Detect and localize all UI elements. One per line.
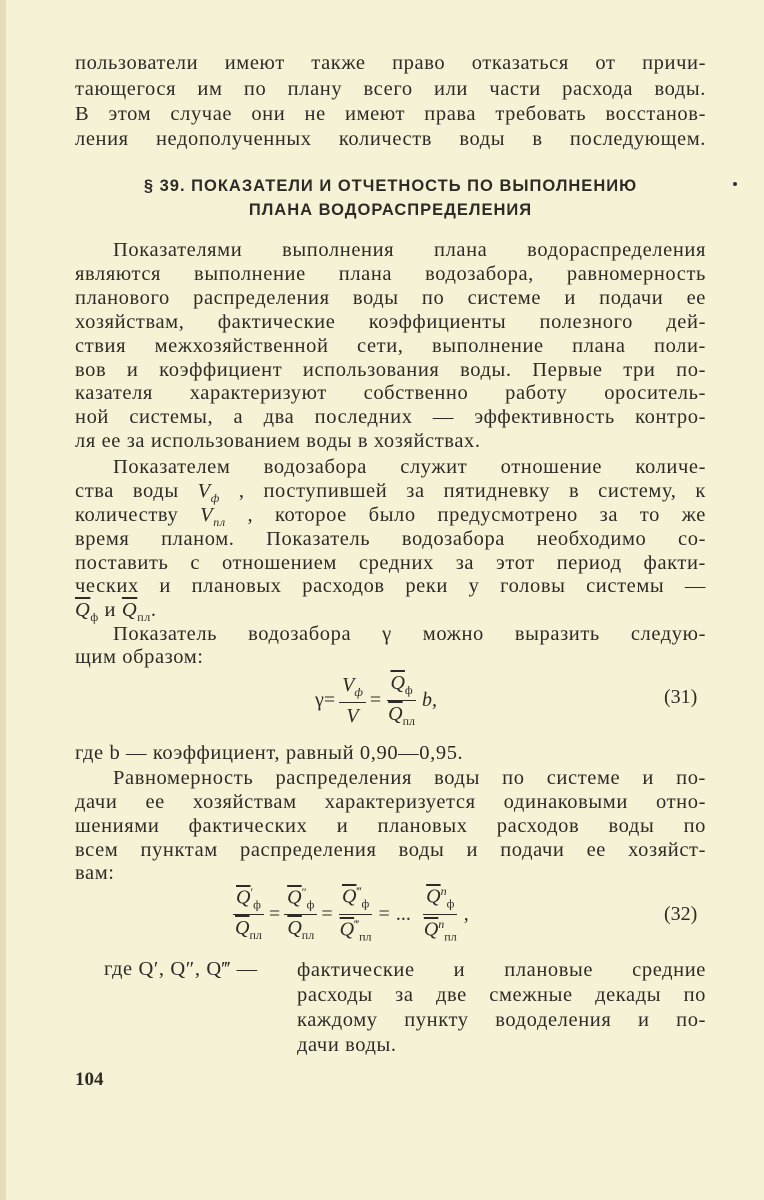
text: ства воды (75, 480, 179, 502)
text-line: фактические и плановые средние (297, 959, 706, 981)
page-edge (0, 0, 6, 1200)
text-line: тающегося им по плану всего или части расхода воды. (75, 78, 706, 100)
text-line: хозяйствам, фактические коэффициенты полезного дей- (75, 311, 706, 333)
text-line: щим образом: (75, 646, 204, 668)
text-line: дачи ее хозяйствам характеризуется одинаковыми отно- (75, 791, 706, 813)
text-line: являются выполнение плана водозабора, равномерность (75, 263, 706, 285)
text-line: Равномерность распределения воды по системе и по- (113, 767, 706, 789)
text-line: планового распределения воды по системе и подачи ее (75, 287, 706, 309)
text-line: В этом случае они не имеют права требовать восстанов- (75, 103, 706, 125)
text-line: $\overline{Q}_ф$ и $\overline{Q}_{пл}$. (75, 599, 157, 625)
text-line: где b — коэффициент, равный 0,90—0,95. (75, 742, 464, 764)
text-line: ления недополученных количеств воды в последующем. (75, 128, 706, 150)
math-v: $V_ф$ (197, 480, 220, 506)
page-number: 104 (75, 1069, 104, 1090)
text-line: шениями фактических и плановых расходов воды по (75, 815, 706, 837)
formula-32: $\frac{\overline{Q}'_ф}{\overline{Q}_{пл}}$ = $\frac{\overline{Q}''_ф}{\overline{Q}_{пл}}$ = $\frac{\overline{Q}^‴_ф}{\overline{Q}^‴_{пл}}$ = ... $\frac{\overline{Q}^n_ф}{\overline{Q}^n_{пл}}$ , (235, 884, 469, 944)
text-line: ной системы, а два последних — эффективность контро- (75, 406, 706, 428)
text-line: вов и коэффициент использования воды. Первые три по- (75, 359, 706, 381)
text-line: всем пунктам распределения воды и подачи ее хозяйст- (75, 839, 706, 861)
text: , поступившей за пятидневку в систему, к (238, 480, 706, 502)
text-line: Показатель водозабора γ можно выразить следую- (113, 623, 706, 645)
text-line: время планом. Показатель водозабора необходимо со- (75, 528, 706, 550)
equation-number: (32) (664, 903, 698, 925)
text-line: ля ее за использованием воды в хозяйствах. (75, 430, 481, 452)
text-line: вам: (75, 862, 115, 884)
section-heading: ПЛАНА ВОДОРАСПРЕДЕЛЕНИЯ (248, 201, 533, 219)
text-line: дачи воды. (297, 1034, 397, 1056)
math-v: $V_{пл}$ (200, 504, 226, 530)
text: количеству (75, 504, 179, 526)
section-heading: § 39. ПОКАЗАТЕЛИ И ОТЧЕТНОСТЬ ПО ВЫПОЛНЕНИЮ (143, 177, 638, 195)
equation-number: (31) (664, 686, 698, 708)
text-line: поставить с отношением средних за этот период факти- (75, 552, 706, 574)
text-line: расходы за две смежные декады по (297, 984, 706, 1006)
where-label: где Q′, Q″, Q‴ — (104, 958, 258, 980)
text: , которое было предусмотрено за то же (247, 504, 706, 526)
formula-31: γ = $\frac{V_ф}{V}$ = $\frac{\overline{Q}_ф}{\overline{Q}_{пл}}$ b, (315, 672, 438, 728)
text-line: ствия межхозяйственной сети, выполнение плана поли- (75, 335, 706, 357)
speck (733, 182, 737, 186)
text-line: ческих и плановых расходов реки у головы системы — (75, 575, 706, 597)
text-line: казателя характеризуют собственно работу ороситель- (75, 382, 706, 404)
text-line: пользователи имеют также право отказаться от причи- (75, 52, 706, 74)
text-line: Показателями выполнения плана водораспределения (113, 239, 706, 261)
text-line: каждому пункту вододеления и по- (297, 1009, 706, 1031)
text-line: Показателем водозабора служит отношение количе- (113, 456, 706, 478)
